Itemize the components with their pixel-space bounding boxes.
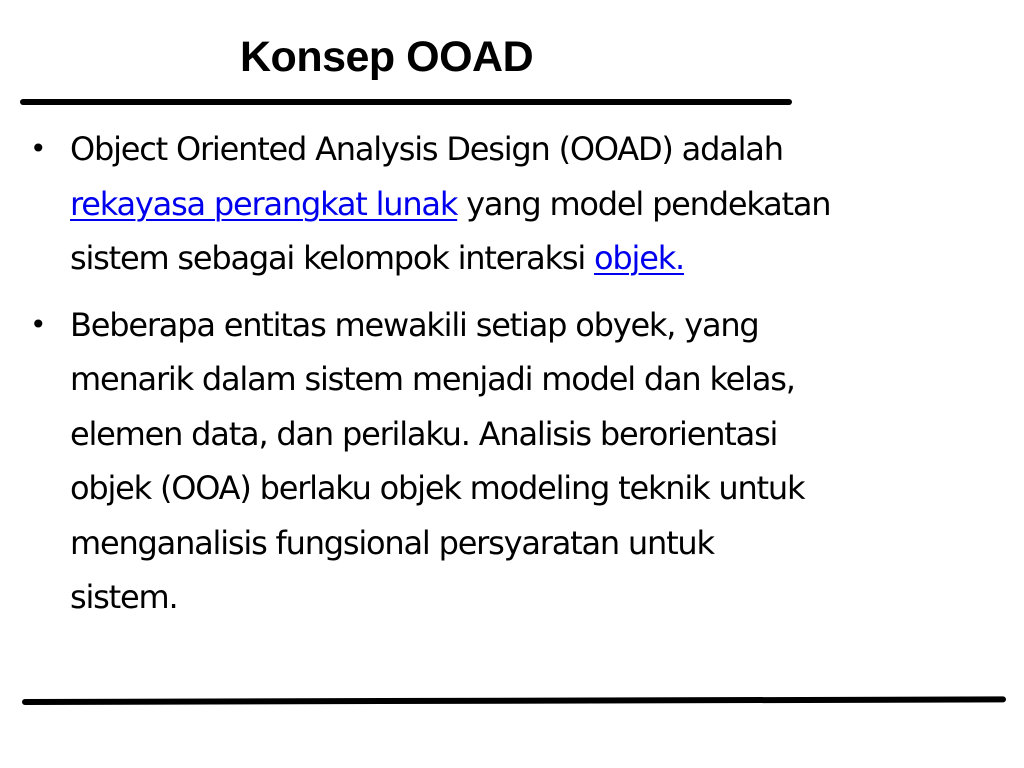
bullet-1-text: Object Oriented Analysis Design (OOAD) adalah bbox=[70, 130, 783, 168]
bullet-2-line-3: elemen data, dan perilaku. Analisis berorientasi bbox=[70, 414, 778, 453]
bullet-2-line-1: Beberapa entitas mewakili setiap obyek, yang bbox=[70, 305, 759, 344]
bullet-1-line-2 bbox=[70, 177, 1005, 232]
bullet-2-line-2: menarik dalam sistem menjadi model dan kelas, bbox=[70, 360, 795, 398]
bullet-item-2 bbox=[30, 298, 1005, 625]
slide-title: Konsep OOAD bbox=[240, 33, 534, 81]
bullet-item-1 bbox=[30, 122, 1005, 286]
bullet-1-text: sistem sebagai kelompok interaksi bbox=[70, 239, 595, 277]
bullet-dot-icon: • bbox=[30, 307, 46, 341]
bullet-1-line-1 bbox=[70, 122, 1005, 177]
link-objek[interactable]: objek. bbox=[594, 239, 685, 277]
link-rekayasa-perangkat-lunak[interactable]: rekayasa perangkat lunak bbox=[70, 184, 458, 223]
title-divider-line bbox=[20, 99, 792, 105]
bullet-2-line-5: menganalisis fungsional persyaratan untuk bbox=[70, 523, 714, 562]
footer-divider-line bbox=[22, 696, 1006, 705]
bullet-list bbox=[30, 122, 1005, 637]
bullet-1-line-3 bbox=[70, 231, 1005, 286]
bullet-1-text: yang model pendekatan bbox=[457, 184, 831, 223]
bullet-dot-icon: • bbox=[30, 132, 46, 165]
bullet-2-line-6: sistem. bbox=[70, 578, 178, 616]
bullet-2-line-4: objek (OOA) berlaku objek modeling teknik untuk bbox=[70, 469, 805, 507]
